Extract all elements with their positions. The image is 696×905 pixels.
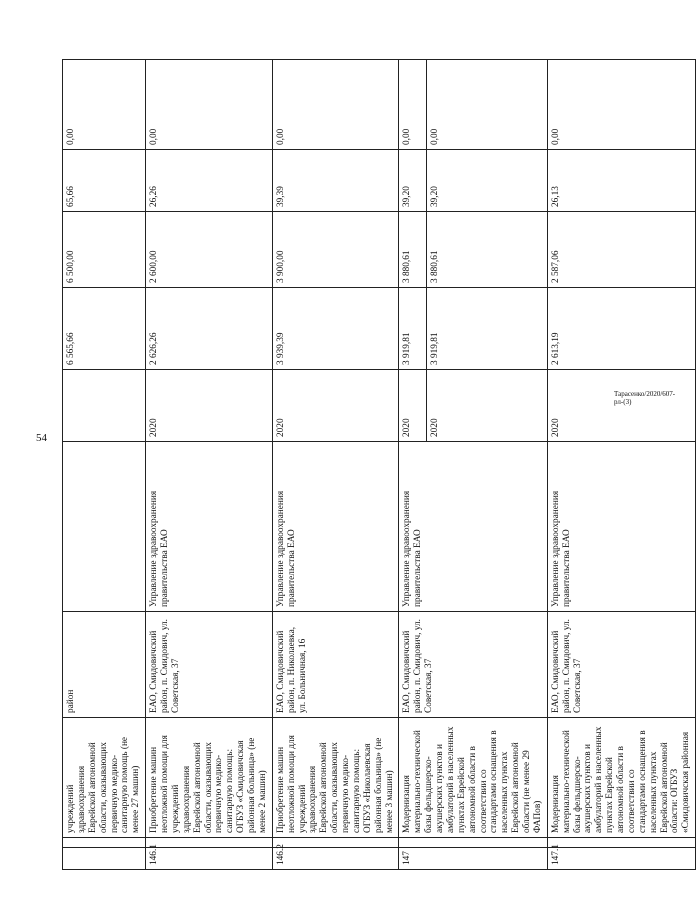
- row-number: 146.1: [146, 848, 273, 870]
- regional-amount: 39,20: [399, 150, 426, 212]
- activity-executor: Управление здравоохранения правительства ЕАО: [272, 442, 399, 612]
- activity-executor: Управление здравоохранения правительства ЕАО: [399, 442, 547, 612]
- activity-address: район: [63, 612, 146, 718]
- spacer-cell: [63, 838, 146, 848]
- activity-name: учреждений здравоохранения Еврейской автономной области, оказывающих первичную медико-санитарную помощь (не менее 27 машин): [63, 718, 146, 838]
- spacer-cell: [146, 838, 273, 848]
- local-amount: 0,00: [146, 60, 273, 150]
- activity-name: Приобретение машин неотложной помощи для учреждений здравоохранения Еврейской автономной области, оказывающих первичную медико-санитарную помощь: ОГБУЗ «Николаевская районная больница» (не менее 3 машин): [272, 718, 399, 838]
- regional-amount: 26,26: [146, 150, 273, 212]
- row-number: [63, 848, 146, 870]
- local-amount: 0,00: [272, 60, 399, 150]
- federal-amount: 3 880,61: [399, 212, 426, 288]
- table-row: [272, 60, 399, 870]
- table-row: [63, 60, 146, 870]
- activity-name: Модернизация материально-технической базы фельдшерско-акушерских пунктов и амбулаторий в населенных пунктах Еврейской автономной области в соответствии со стандартами оснащения в населенных пунктах Еврейской автономной области: ОГБУЗ «Смидовичская районная: [547, 718, 695, 838]
- activity-year: [63, 370, 146, 442]
- activity-name: Модернизация материально-технической базы фельдшерско-акушерских пунктов и амбулаторий в населенных пунктах Еврейской автономной области в соответствии со стандартами оснащения в населенных пунктах Еврейской автономной области (не менее 29 ФАПов): [399, 718, 547, 838]
- activity-executor: Управление здравоохранения правительства ЕАО: [547, 442, 695, 612]
- activity-year: 2020: [272, 370, 399, 442]
- federal-amount: 2 587,06: [547, 212, 695, 288]
- local-amount: 0,00: [63, 60, 146, 150]
- table-row: [547, 60, 695, 870]
- row-number: 146.2: [272, 848, 399, 870]
- table-row: [399, 60, 426, 870]
- spacer-cell: [272, 838, 399, 848]
- local-amount: 0,00: [426, 60, 547, 150]
- spacer-cell: [399, 838, 547, 848]
- activity-executor: Управление здравоохранения правительства ЕАО: [146, 442, 273, 612]
- activity-name: Приобретение машин неотложной помощи для учреждений здравоохранения Еврейской автономной области, оказывающих первичную медико-санитарную помощь: ОГБУЗ «Смидовичская районная больница» (не менее 2 машин): [146, 718, 273, 838]
- total-amount: 6 565,66: [63, 288, 146, 370]
- regional-amount: 39,20: [426, 150, 547, 212]
- activity-executor: [63, 442, 146, 612]
- row-number: 147: [399, 848, 547, 870]
- activity-year: 2020: [547, 370, 695, 442]
- regional-amount: 39,39: [272, 150, 399, 212]
- activity-address: ЕАО, Смидовичский район, п. Смидович, ул. Советская, 37: [146, 612, 273, 718]
- table-row: [146, 60, 273, 870]
- federal-amount: 3 900,00: [272, 212, 399, 288]
- activity-year: 2020: [146, 370, 273, 442]
- federal-amount: 2 600,00: [146, 212, 273, 288]
- total-amount: 3 939,39: [272, 288, 399, 370]
- total-amount: 3 919,81: [426, 288, 547, 370]
- activity-address: ЕАО, Смидовичский район, п. Смидович, ул. Советская, 37: [547, 612, 695, 718]
- federal-amount: 3 880,61: [426, 212, 547, 288]
- total-amount: 3 919,81: [399, 288, 426, 370]
- activity-year: 2020: [399, 370, 426, 442]
- activity-year: 2020: [426, 370, 547, 442]
- total-amount: 2 613,19: [547, 288, 695, 370]
- activity-address: ЕАО, Смидовичский район, п. Смидович, ул. Советская, 37: [399, 612, 547, 718]
- spacer-cell: [547, 838, 695, 848]
- regional-amount: 65,66: [63, 150, 146, 212]
- program-activities-table: [62, 59, 696, 870]
- page-number: 54: [36, 432, 47, 444]
- local-amount: 0,00: [547, 60, 695, 150]
- footer-document-code: Тарасенко/2020/607-рл-(3): [614, 390, 676, 406]
- federal-amount: 6 500,00: [63, 212, 146, 288]
- local-amount: 0,00: [399, 60, 426, 150]
- row-number: 147.1: [547, 848, 695, 870]
- activity-address: ЕАО, Смидовичский район, п. Николаевка, ул. Больничная, 16: [272, 612, 399, 718]
- total-amount: 2 626,26: [146, 288, 273, 370]
- regional-amount: 26,13: [547, 150, 695, 212]
